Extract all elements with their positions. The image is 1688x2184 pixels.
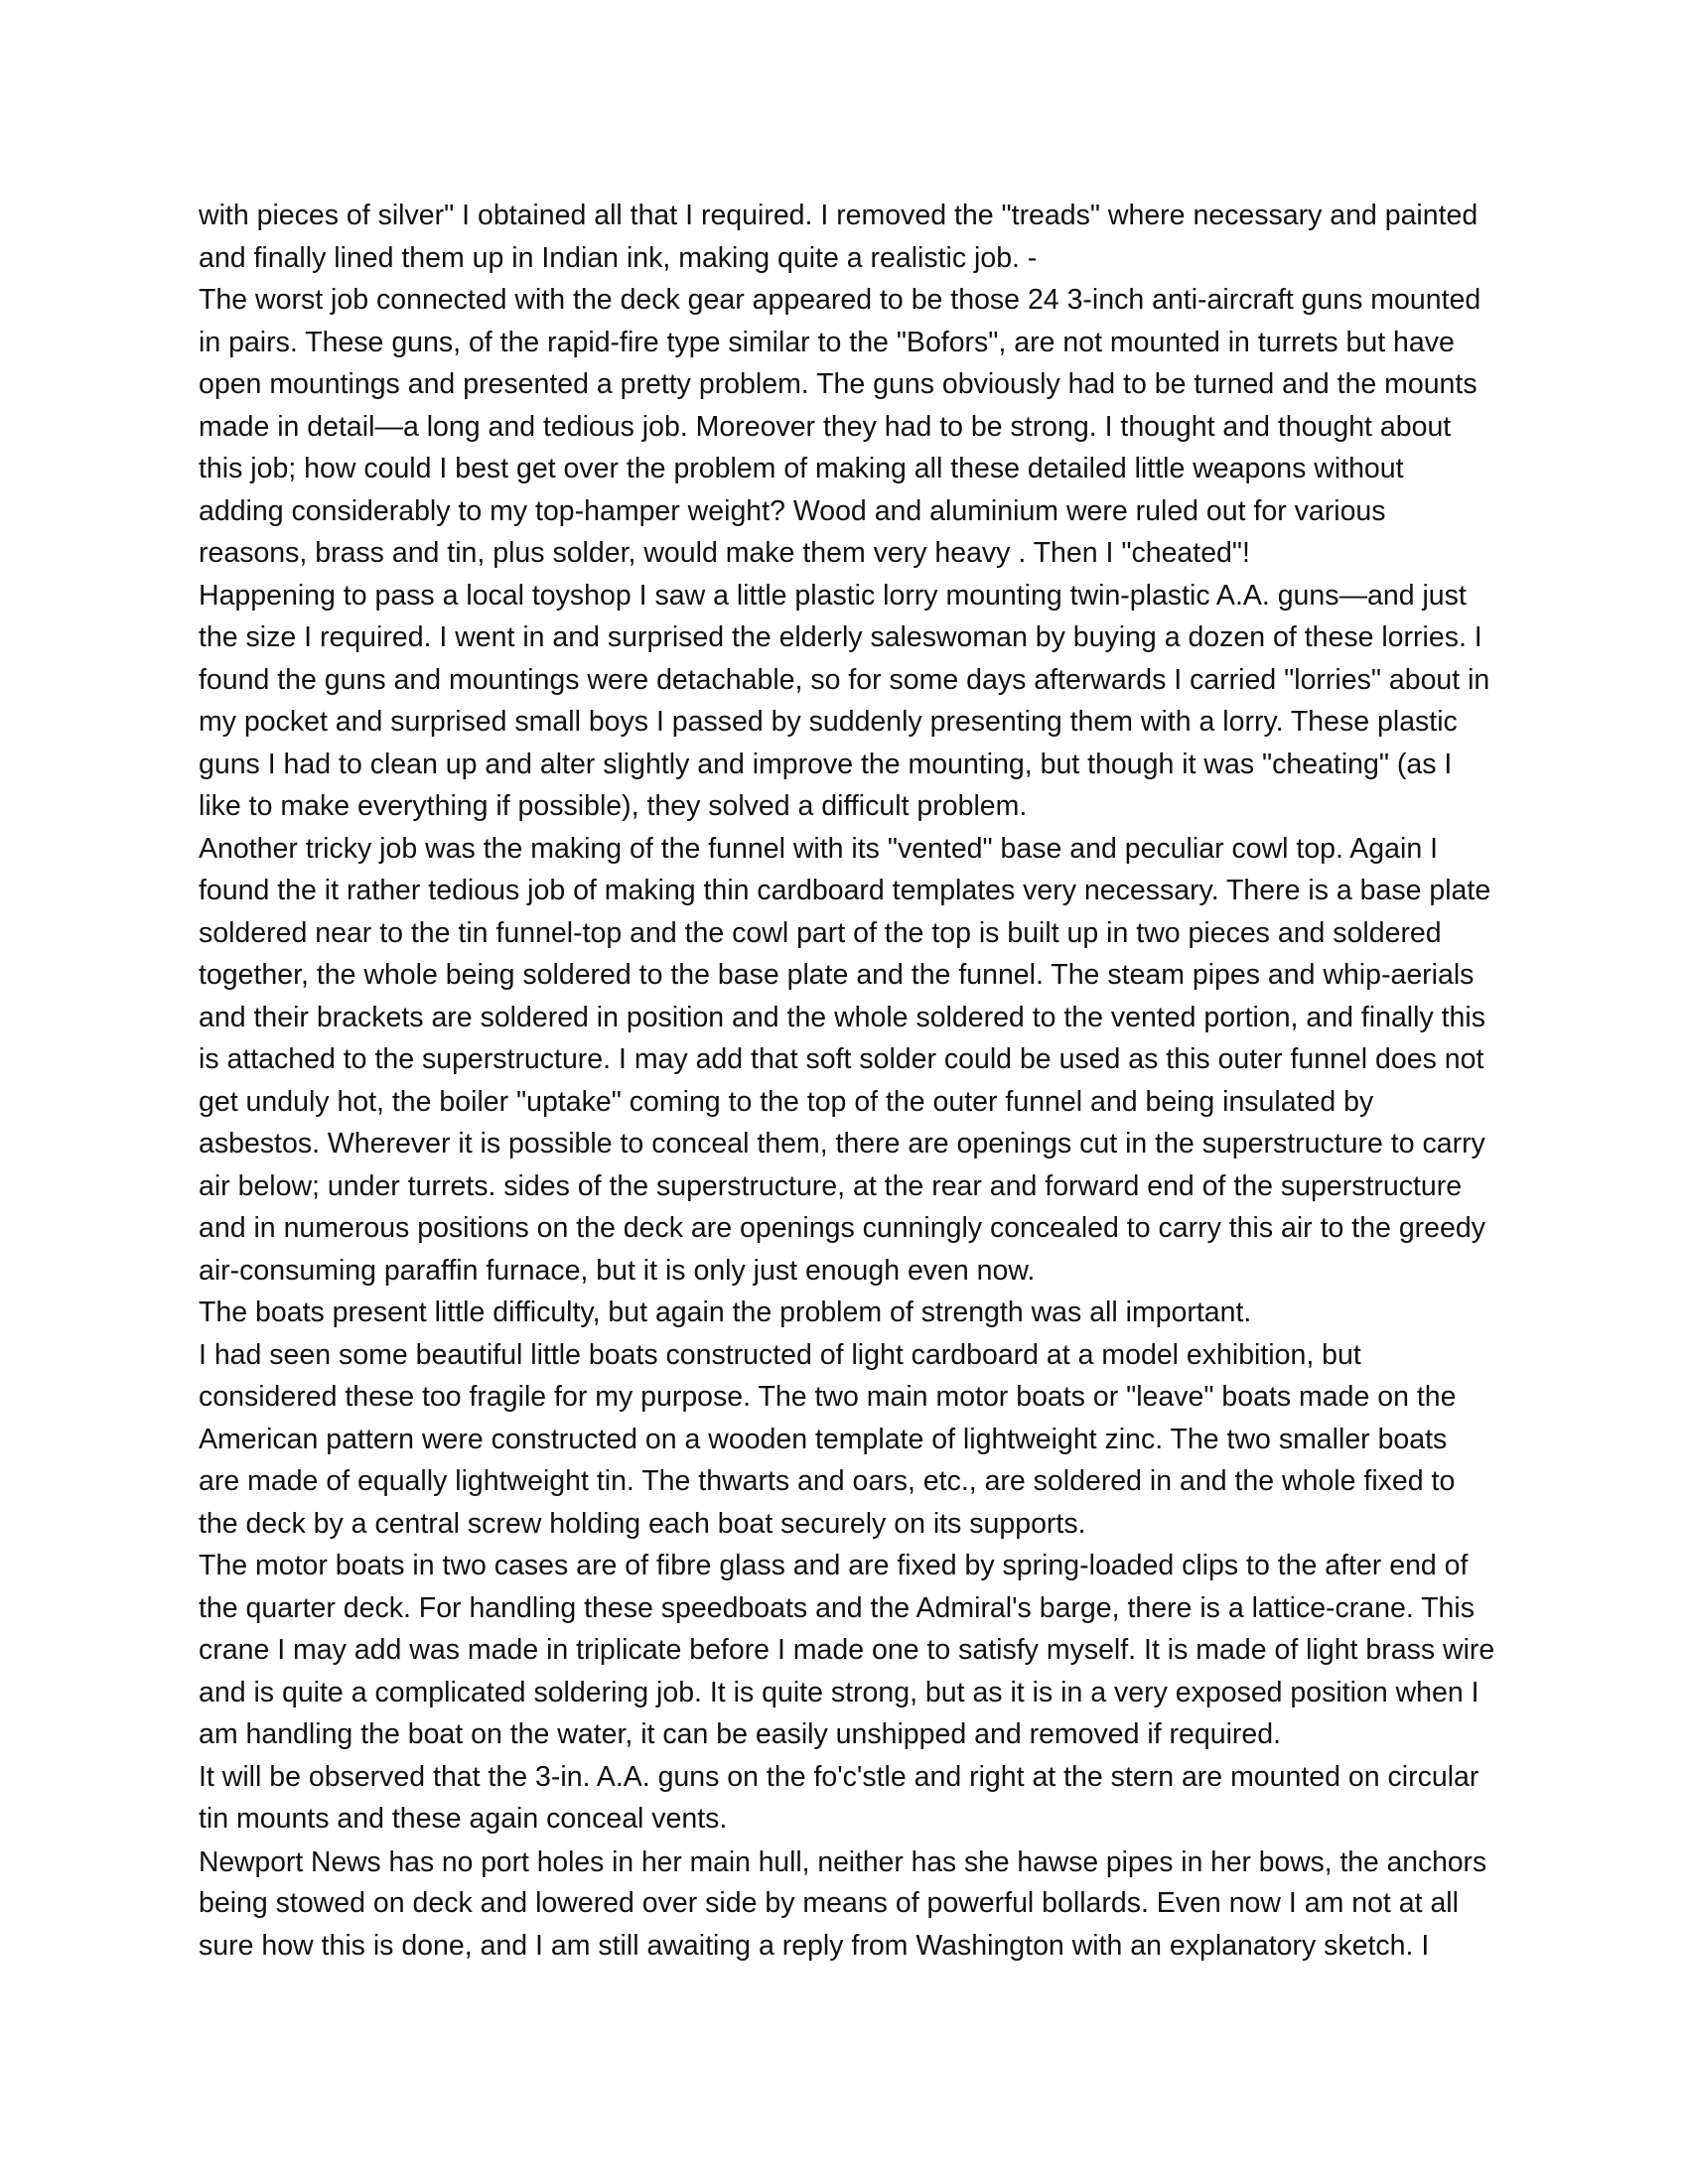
- body-text: [199, 195, 1495, 1967]
- text-line: tin mounts and these again conceal vents.: [199, 1803, 728, 1835]
- text-line: The boats present little difficulty, but again the problem of strength was all important.: [199, 1297, 1252, 1328]
- text-line: Happening to pass a local toyshop I saw a little plastic lorry mounting twin-plastic A.A. guns—and just: [199, 579, 1467, 612]
- text-line: the quarter deck. For handling these speedboats and the Admiral's barge, there is a lattice-crane. This: [199, 1591, 1475, 1624]
- text-line: The motor boats in two cases are of fibre glass and are fixed by spring-loaded clips to the after end of: [199, 1550, 1469, 1581]
- text-line: being stowed on deck and lowered over side by means of powerful bollards. Even now I am not at all: [199, 1887, 1459, 1919]
- text-line: air below; under turrets. sides of the superstructure, at the rear and forward end of the superstructure: [199, 1169, 1463, 1202]
- text-line: Another tricky job was the making of the funnel with its "vented" base and peculiar cowl top. Again I: [199, 832, 1439, 865]
- text-line: air-consuming paraffin furnace, but it is only just enough even now.: [199, 1254, 1036, 1287]
- text-line: and in numerous positions on the deck are openings cunningly concealed to carry this air to the greedy: [199, 1212, 1485, 1244]
- text-line: are made of equally lightweight tin. The thwarts and oars, etc., are soldered in and the whole fixed to: [199, 1465, 1456, 1497]
- text-line: Newport News has no port holes in her main hull, neither has she hawse pipes in her bows, the anchors: [199, 1844, 1487, 1877]
- text-line: and finally lined them up in Indian ink, making quite a realistic job. -: [199, 241, 1038, 274]
- text-line: the size I required. I went in and surprised the elderly saleswoman by buying a dozen of these lorries. I: [199, 621, 1482, 653]
- text-line: American pattern were constructed on a wooden template of lightweight zinc. The two smaller boats: [199, 1423, 1448, 1455]
- text-line: my pocket and surprised small boys I passed by suddenly presenting them with a lorry. These plastic: [199, 706, 1458, 738]
- text-line: sure how this is done, and I am still awaiting a reply from Washington with an explanatory sketch. I: [199, 1929, 1430, 1962]
- text-line: like to make everything if possible), they solved a difficult problem.: [199, 790, 1028, 822]
- text-line: considered these too fragile for my purpose. The two main motor boats or "leave" boats made on the: [199, 1381, 1457, 1413]
- text-line: I had seen some beautiful little boats constructed of light cardboard at a model exhibition, but: [199, 1338, 1361, 1371]
- text-line: is attached to the superstructure. I may add that soft solder could be used as this outer funnel does not: [199, 1043, 1484, 1075]
- text-line: adding considerably to my top-hamper weight? Wood and aluminium were ruled out for various: [199, 494, 1386, 527]
- text-line: soldered near to the tin funnel-top and the cowl part of the top is built up in two pieces and soldered: [199, 916, 1442, 949]
- text-line: reasons, brass and tin, plus solder, would make them very heavy . Then I "cheated"!: [199, 537, 1250, 569]
- text-line: made in detail—a long and tedious job. Moreover they had to be strong. I thought and thought about: [199, 410, 1452, 443]
- text-line: guns I had to clean up and alter slightly and improve the mounting, but though it was "cheating" (as I: [199, 748, 1453, 780]
- text-line: this job; how could I best get over the problem of making all these detailed little weapons without: [199, 453, 1404, 484]
- text-line: asbestos. Wherever it is possible to conceal them, there are openings cut in the superstructure to carry: [199, 1128, 1485, 1160]
- text-line: crane I may add was made in triplicate before I made one to satisfy myself. It is made of light brass wire: [199, 1634, 1495, 1666]
- text-line: open mountings and presented a pretty problem. The guns obviously had to be turned and the mounts: [199, 368, 1477, 400]
- text-line: with pieces of silver" I obtained all that I required. I removed the "treads" where necessary and painted: [199, 200, 1478, 231]
- text-line: found the guns and mountings were detachable, so for some days afterwards I carried "lorries" about in: [199, 663, 1490, 696]
- text-line: get unduly hot, the boiler "uptake" coming to the top of the outer funnel and being insulated by: [199, 1085, 1374, 1118]
- text-line: the deck by a central screw holding each boat securely on its supports.: [199, 1507, 1086, 1540]
- text-line: found the it rather tedious job of making thin cardboard templates very necessary. There is a base plate: [199, 875, 1491, 906]
- text-line: together, the whole being soldered to the base plate and the funnel. The steam pipes and whip-aerials: [199, 959, 1475, 991]
- text-line: in pairs. These guns, of the rapid-fire type similar to the "Bofors", are not mounted in turrets but have: [199, 326, 1455, 358]
- text-line: and is quite a complicated soldering job. It is quite strong, but as it is in a very exposed position when I: [199, 1676, 1479, 1708]
- text-line: It will be observed that the 3-in. A.A. guns on the fo'c'stle and right at the stern are mounted on circular: [199, 1760, 1479, 1793]
- text-line: The worst job connected with the deck gear appeared to be those 24 3-inch anti-aircraft guns mounted: [199, 284, 1481, 316]
- text-line: and their brackets are soldered in position and the whole soldered to the vented portion, and finally this: [199, 1001, 1485, 1033]
- text-line: am handling the boat on the water, it can be easily unshipped and removed if required.: [199, 1718, 1282, 1750]
